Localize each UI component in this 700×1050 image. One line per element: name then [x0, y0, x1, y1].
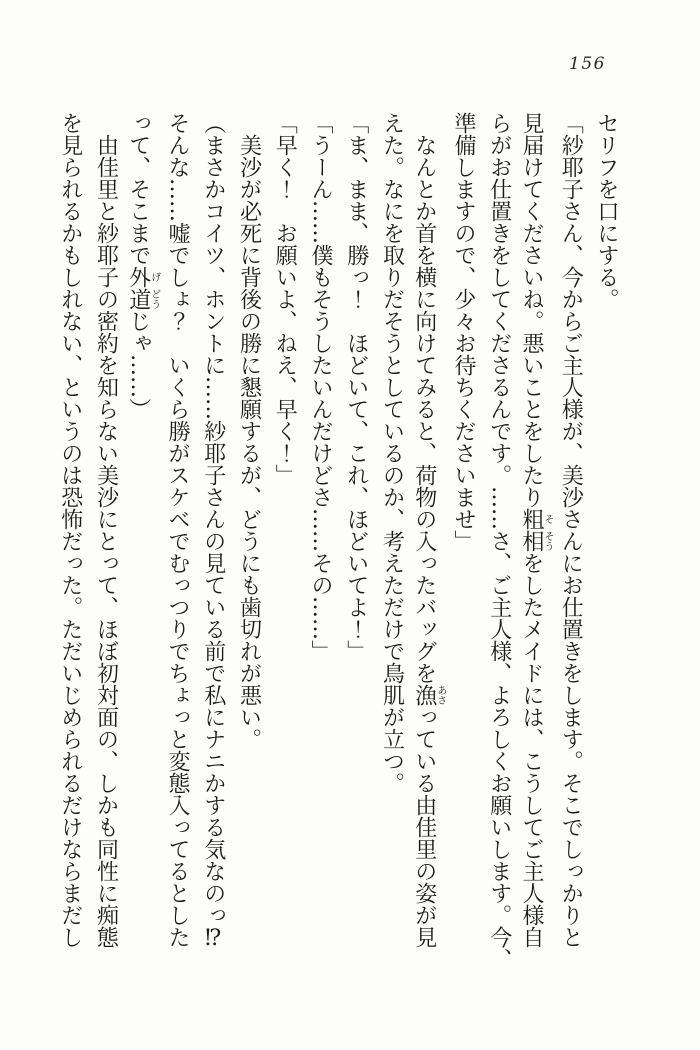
text-line-11: 美沙が必死に背後の勝に懇願するが、どうにも歯切れが悪い。	[236, 134, 262, 750]
text-line-16: を見られるかもしれない、というのは恐怖だった。ただいじめられるだけならまだし	[57, 112, 83, 948]
text-line-8: 「ま、まま、勝っ！ ほどいて、これ、ほどいてよ！」	[343, 112, 369, 662]
furigana-annotation: 外げ	[125, 266, 160, 288]
text-line-9: 「うーん……僕もそうしたいんだけどさ……その……」	[308, 112, 333, 662]
text-line-4: らがお仕置きをしてくださるんです。……さ、ご主人様、よろしくお願いします。今、	[486, 112, 512, 970]
text-line-6: なんとか首を横に向けてみると、荷物の入ったバッグを漁あさっている由佳里の姿が見	[411, 134, 446, 948]
text-line-7: えた。なにを取りだそうとしているのか、考えただけで鳥肌が立つ。	[379, 112, 405, 794]
furigana-annotation: 粗そ	[519, 508, 553, 530]
furigana-annotation: 道どう	[125, 288, 160, 310]
furigana-annotation: 相そう	[519, 530, 553, 552]
text-line-1: セリフを口にする。	[594, 112, 619, 310]
text-line-12: （まさかコイツ、ホントに……紗耶子さんの見ている前で私にナニかする気なのっ⁉	[200, 112, 226, 951]
text-block	[52, 112, 624, 970]
text-line-13: そんな……嘘でしょ？ いくら勝がスケベでむっつりでちょっと変態入ってるとした	[165, 112, 190, 948]
furigana-annotation: 漁あさ	[411, 684, 446, 706]
text-line-3: 見届けてくださいね。悪いことをしたり粗そ相そうをしたメイドには、こうしてご主人様自	[519, 112, 553, 948]
text-line-10: 「早く！ お願いよ、ねえ、早く！」	[272, 112, 298, 486]
text-line-14: って、そこまで外げ道どうじゃ……）	[125, 112, 160, 420]
text-line-15: 由佳里と紗耶子の密約を知らない美沙にとって、ほぼ初対面の、しかも同性に痴態	[93, 134, 119, 948]
text-line-5: 準備しますので、少々お待ちくださいませ」	[451, 112, 476, 552]
text-line-2: 「紗耶子さん、今からご主人様が、美沙さんにお仕置きをします。そこでしっかりと	[558, 112, 584, 948]
page-number: 156	[569, 54, 606, 74]
